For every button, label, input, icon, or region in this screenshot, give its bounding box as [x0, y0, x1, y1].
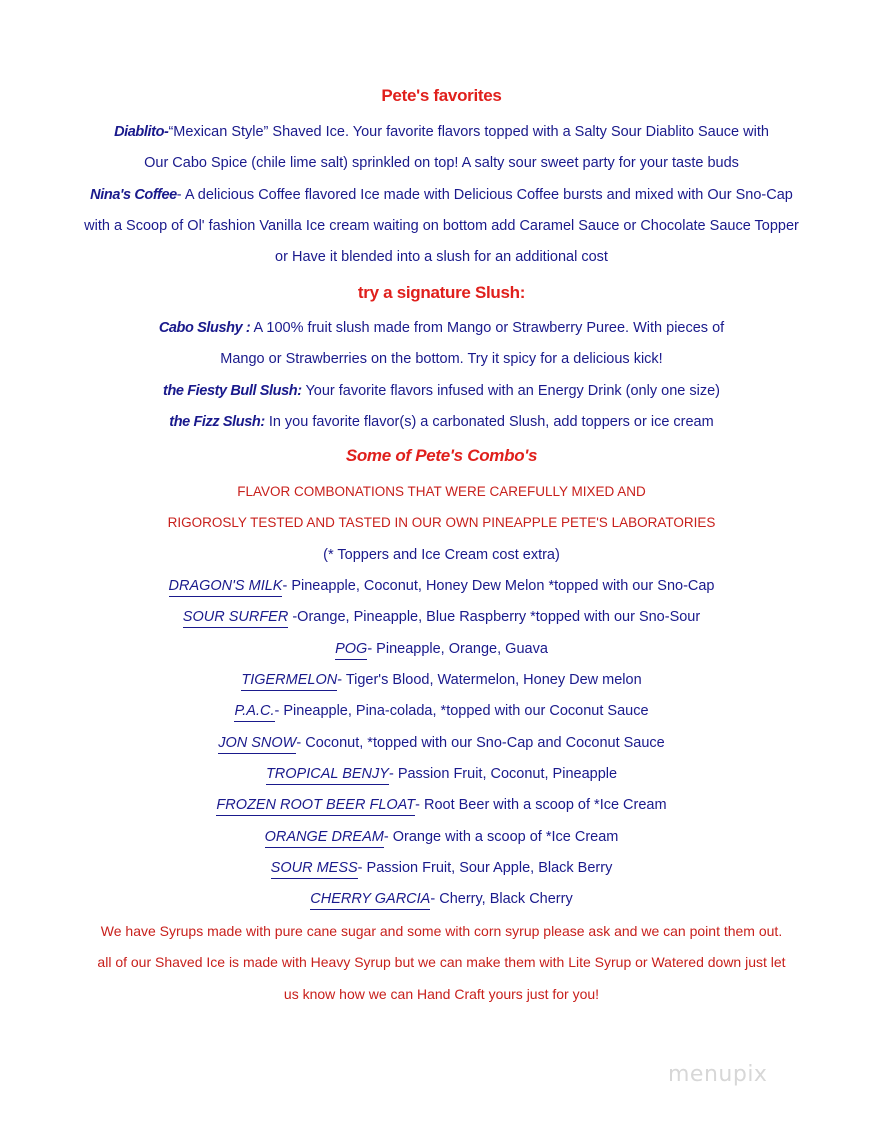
combo-desc: - Pineapple, Pina-colada, *topped with our Coconut Sauce: [274, 703, 649, 719]
cabo-slushy-line-1: [0, 318, 883, 338]
footer-line-2: all of our Shaved Ice is made with Heavy Syrup but we can make them with Lite Syrup or Watered down just let: [97, 954, 786, 970]
ninas-coffee-line-2: with a Scoop of Ol' fashion Vanilla Ice cream waiting on bottom add Caramel Sauce or Chocolate Sauce Topper: [84, 218, 799, 234]
combos-note: (* Toppers and Ice Cream cost extra): [323, 547, 560, 563]
fiesty-bull-line: [0, 381, 883, 401]
fiesty-bull-desc: Your favorite flavors infused with an Energy Drink (only one size): [305, 383, 720, 399]
combo-desc: - Root Beer with a scoop of *Ice Cream: [415, 797, 667, 813]
combos-intro-2: RIGOROSLY TESTED AND TASTED IN OUR OWN PINEAPPLE PETE'S LABORATORIES: [167, 515, 716, 530]
combos-heading: Some of Pete's Combo's: [345, 446, 538, 465]
combo-desc: - Tiger's Blood, Watermelon, Honey Dew melon: [337, 672, 642, 688]
combo-desc: - Pineapple, Orange, Guava: [367, 641, 548, 657]
combo-item: [0, 889, 883, 910]
combo-item: [0, 701, 883, 722]
diablito-line-1: [0, 122, 883, 142]
combo-desc: - Cherry, Black Cherry: [430, 891, 573, 907]
ninas-coffee-line-3: or Have it blended into a slush for an additional cost: [275, 249, 608, 265]
diablito-name: Diablito-: [114, 124, 169, 140]
combo-name: CHERRY GARCIA: [310, 890, 430, 910]
combo-name: TIGERMELON: [241, 671, 337, 691]
diablito-line-2: Our Cabo Spice (chile lime salt) sprinkled on top! A salty sour sweet party for your taste buds: [144, 155, 739, 171]
combo-desc: - Orange with a scoop of *Ice Cream: [383, 829, 619, 845]
diablito-desc-1: “Mexican Style” Shaved Ice. Your favorite flavors topped with a Salty Sour Diablito Sauce with: [168, 124, 769, 140]
combo-name: SOUR SURFER: [183, 608, 289, 628]
ninas-coffee-name: Nina's Coffee: [90, 187, 177, 203]
combo-item: [0, 827, 883, 848]
combo-name: ORANGE DREAM: [265, 828, 384, 848]
fiesty-bull-name: the Fiesty Bull Slush:: [163, 383, 302, 399]
combo-desc: - Passion Fruit, Sour Apple, Black Berry: [357, 860, 613, 876]
cabo-slushy-line-2: Mango or Strawberries on the bottom. Try it spicy for a delicious kick!: [220, 351, 663, 367]
combo-name: FROZEN ROOT BEER FLOAT: [216, 796, 415, 816]
combo-item: [0, 858, 883, 879]
combo-item: [0, 670, 883, 691]
combo-item: [0, 639, 883, 660]
combo-item: [0, 607, 883, 628]
combo-item: [0, 733, 883, 754]
menupix-watermark: menupix: [668, 1062, 768, 1087]
combo-desc: - Passion Fruit, Coconut, Pineapple: [388, 766, 618, 782]
combo-name: SOUR MESS: [271, 859, 358, 879]
footer-line-1: We have Syrups made with pure cane sugar and some with corn syrup please ask and we can point them out.: [100, 923, 783, 939]
combo-name: POG: [335, 640, 367, 660]
fizz-slush-name: the Fizz Slush:: [169, 414, 265, 430]
combo-item: [0, 795, 883, 816]
cabo-slushy-name: Cabo Slushy :: [158, 320, 251, 336]
fizz-slush-line: [0, 412, 883, 432]
fizz-slush-desc: In you favorite flavor(s) a carbonated Slush, add toppers or ice cream: [268, 414, 714, 430]
combo-name: P.A.C.: [234, 702, 274, 722]
combo-name: DRAGON'S MILK: [169, 577, 283, 597]
ninas-coffee-desc-1: - A delicious Coffee flavored Ice made with Delicious Coffee bursts and mixed with Our Sno-Cap: [176, 187, 793, 203]
signature-slush-heading: try a signature Slush:: [357, 283, 526, 302]
combo-name: JON SNOW: [218, 734, 296, 754]
combo-name: TROPICAL BENJY: [266, 765, 389, 785]
ninas-coffee-line-1: [0, 185, 883, 205]
combo-item: [0, 764, 883, 785]
petes-favorites-heading: Pete's favorites: [381, 86, 502, 105]
combos-intro-1: FLAVOR COMBONATIONS THAT WERE CAREFULLY MIXED AND: [237, 484, 646, 499]
footer-line-3: us know how we can Hand Craft yours just for you!: [283, 986, 600, 1002]
cabo-slushy-desc-1: A 100% fruit slush made from Mango or Strawberry Puree. With pieces of: [253, 320, 725, 336]
combo-desc: - Pineapple, Coconut, Honey Dew Melon *topped with our Sno-Cap: [282, 578, 715, 594]
combo-desc: -Orange, Pineapple, Blue Raspberry *topped with our Sno-Sour: [288, 609, 701, 625]
combo-desc: - Coconut, *topped with our Sno-Cap and Coconut Sauce: [296, 735, 665, 751]
combo-item: [0, 576, 883, 597]
